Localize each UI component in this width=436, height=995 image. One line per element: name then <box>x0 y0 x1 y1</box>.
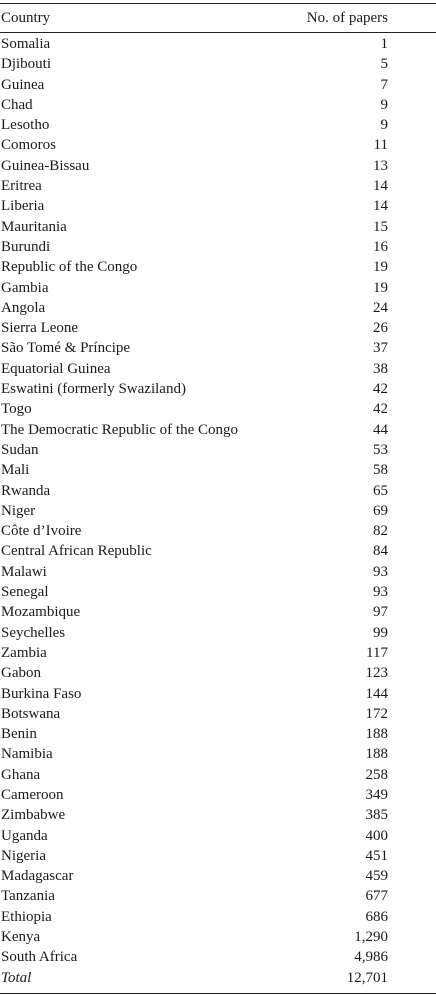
country-cell: Nigeria <box>1 847 46 864</box>
papers-cell: 349 <box>365 786 388 803</box>
table-row <box>0 399 436 419</box>
table-row <box>0 115 436 135</box>
papers-cell: 26 <box>373 320 388 337</box>
country-cell: Madagascar <box>1 868 74 885</box>
papers-cell: 14 <box>373 178 388 195</box>
papers-cell: 686 <box>365 908 388 925</box>
country-cell: Mozambique <box>1 604 81 621</box>
table-row <box>0 866 436 886</box>
papers-cell: 19 <box>373 279 388 296</box>
country-cell: Ethiopia <box>1 908 52 925</box>
papers-cell: 5 <box>380 56 388 73</box>
papers-cell: 44 <box>373 421 388 438</box>
papers-cell: 69 <box>373 502 388 519</box>
papers-cell: 451 <box>365 847 388 864</box>
papers-cell: 385 <box>365 807 388 824</box>
papers-cell: 97 <box>373 604 388 621</box>
country-cell: Malawi <box>1 563 47 580</box>
table-row <box>0 907 436 927</box>
country-cell: Namibia <box>1 746 53 763</box>
table-row <box>0 156 436 176</box>
papers-cell: 16 <box>373 238 388 255</box>
table-row <box>0 237 436 257</box>
table-row <box>0 338 436 358</box>
papers-cell: 117 <box>366 644 388 661</box>
country-cell: Togo <box>1 401 32 418</box>
papers-cell: 144 <box>365 685 388 702</box>
table-row <box>0 54 436 74</box>
table-row <box>0 298 436 318</box>
country-cell: Gabon <box>1 665 41 682</box>
country-cell: Eswatini (formerly Swaziland) <box>1 381 186 398</box>
table-row <box>0 886 436 906</box>
country-cell: Kenya <box>1 929 41 946</box>
bottom-rule <box>0 993 436 994</box>
papers-cell: 1,290 <box>354 929 388 946</box>
papers-cell: 53 <box>373 441 388 458</box>
papers-cell: 38 <box>373 360 388 377</box>
country-cell: Rwanda <box>1 482 51 499</box>
table-row <box>0 785 436 805</box>
papers-cell: 93 <box>373 584 388 601</box>
table-row <box>0 257 436 277</box>
papers-cell: 11 <box>373 137 388 154</box>
papers-cell: 4,986 <box>354 949 388 966</box>
country-cell: South Africa <box>1 949 78 966</box>
country-cell: Burundi <box>1 238 51 255</box>
papers-cell: 99 <box>373 624 388 641</box>
table-row <box>0 501 436 521</box>
country-cell: Angola <box>1 299 46 316</box>
table-row <box>0 135 436 155</box>
country-cell: Botswana <box>1 705 61 722</box>
country-cell: Sudan <box>1 441 39 458</box>
country-cell: Senegal <box>1 584 49 601</box>
table-row <box>0 95 436 115</box>
table-header <box>0 5 436 32</box>
table-row <box>0 846 436 866</box>
header-country: Country <box>1 10 51 26</box>
top-rule <box>0 3 436 4</box>
table-row <box>0 623 436 643</box>
country-cell: Republic of the Congo <box>1 259 138 276</box>
country-cell: Djibouti <box>1 56 52 73</box>
table-row <box>0 176 436 196</box>
table-row <box>0 521 436 541</box>
country-cell: Sierra Leone <box>1 320 79 337</box>
table-row <box>0 765 436 785</box>
table-row <box>0 582 436 602</box>
country-cell: Lesotho <box>1 117 50 134</box>
country-cell: Cameroon <box>1 786 64 803</box>
country-cell: Tanzania <box>1 888 55 905</box>
total-papers: 12,701 <box>346 969 388 986</box>
country-cell: Zimbabwe <box>1 807 66 824</box>
papers-cell: 84 <box>373 543 388 560</box>
papers-cell: 7 <box>380 76 388 93</box>
country-cell: Seychelles <box>1 624 66 641</box>
country-cell: The Democratic Republic of the Congo <box>1 421 239 438</box>
papers-cell: 14 <box>373 198 388 215</box>
table-row <box>0 562 436 582</box>
table-row <box>0 947 436 967</box>
table-row <box>0 379 436 399</box>
country-cell: Ghana <box>1 766 41 783</box>
country-cell: Niger <box>1 502 36 519</box>
papers-cell: 1 <box>380 36 388 52</box>
table-row <box>0 34 436 54</box>
country-cell: Mali <box>1 462 30 479</box>
country-cell: Mauritania <box>1 218 67 235</box>
papers-cell: 459 <box>365 868 388 885</box>
header-papers: No. of papers <box>306 10 388 26</box>
table-row <box>0 278 436 298</box>
country-cell: Zambia <box>1 644 47 661</box>
papers-cell: 24 <box>373 299 388 316</box>
papers-cell: 172 <box>365 705 388 722</box>
country-cell: Uganda <box>1 827 48 844</box>
papers-cell: 9 <box>380 117 388 134</box>
table-row <box>0 724 436 744</box>
table-row <box>0 744 436 764</box>
country-cell: São Tomé & Príncipe <box>1 340 131 357</box>
country-cell: Somalia <box>1 36 51 52</box>
papers-cell: 42 <box>373 381 388 398</box>
country-cell: Central African Republic <box>1 543 152 560</box>
table-row <box>0 217 436 237</box>
papers-cell: 258 <box>365 766 388 783</box>
country-cell: Guinea <box>1 76 45 93</box>
table-row <box>0 318 436 338</box>
papers-cell: 42 <box>373 401 388 418</box>
country-cell: Eritrea <box>1 178 42 195</box>
papers-cell: 677 <box>365 888 388 905</box>
country-cell: Equatorial Guinea <box>1 360 111 377</box>
country-cell: Benin <box>1 726 37 743</box>
total-label: Total <box>1 969 32 986</box>
papers-cell: 15 <box>373 218 388 235</box>
papers-cell: 93 <box>373 563 388 580</box>
table-row <box>0 643 436 663</box>
country-cell: Guinea-Bissau <box>1 157 90 174</box>
table-body <box>0 34 436 988</box>
table-row <box>0 704 436 724</box>
table-row <box>0 805 436 825</box>
country-cell: Liberia <box>1 198 45 215</box>
country-cell: Chad <box>1 96 33 113</box>
country-cell: Gambia <box>1 279 49 296</box>
country-cell: Côte d’Ivoire <box>1 523 82 540</box>
header-rule <box>0 32 436 33</box>
table-row <box>0 359 436 379</box>
papers-cell: 58 <box>373 462 388 479</box>
table-row <box>0 663 436 683</box>
papers-cell: 400 <box>365 827 388 844</box>
table-row <box>0 75 436 95</box>
country-cell: Comoros <box>1 137 57 154</box>
table-row <box>0 420 436 440</box>
table-row <box>0 602 436 622</box>
papers-cell: 13 <box>373 157 388 174</box>
table-row <box>0 460 436 480</box>
table-row <box>0 196 436 216</box>
table-row <box>0 481 436 501</box>
papers-cell: 9 <box>380 96 388 113</box>
country-cell: Burkina Faso <box>1 685 82 702</box>
table-row <box>0 927 436 947</box>
papers-cell: 188 <box>365 726 388 743</box>
table-row <box>0 684 436 704</box>
papers-cell: 188 <box>365 746 388 763</box>
total-row <box>0 968 436 988</box>
papers-cell: 82 <box>373 523 388 540</box>
table-row <box>0 826 436 846</box>
papers-cell: 123 <box>365 665 388 682</box>
papers-cell: 65 <box>373 482 388 499</box>
papers-cell: 19 <box>373 259 388 276</box>
table-row <box>0 541 436 561</box>
papers-cell: 37 <box>373 340 388 357</box>
table-row <box>0 440 436 460</box>
